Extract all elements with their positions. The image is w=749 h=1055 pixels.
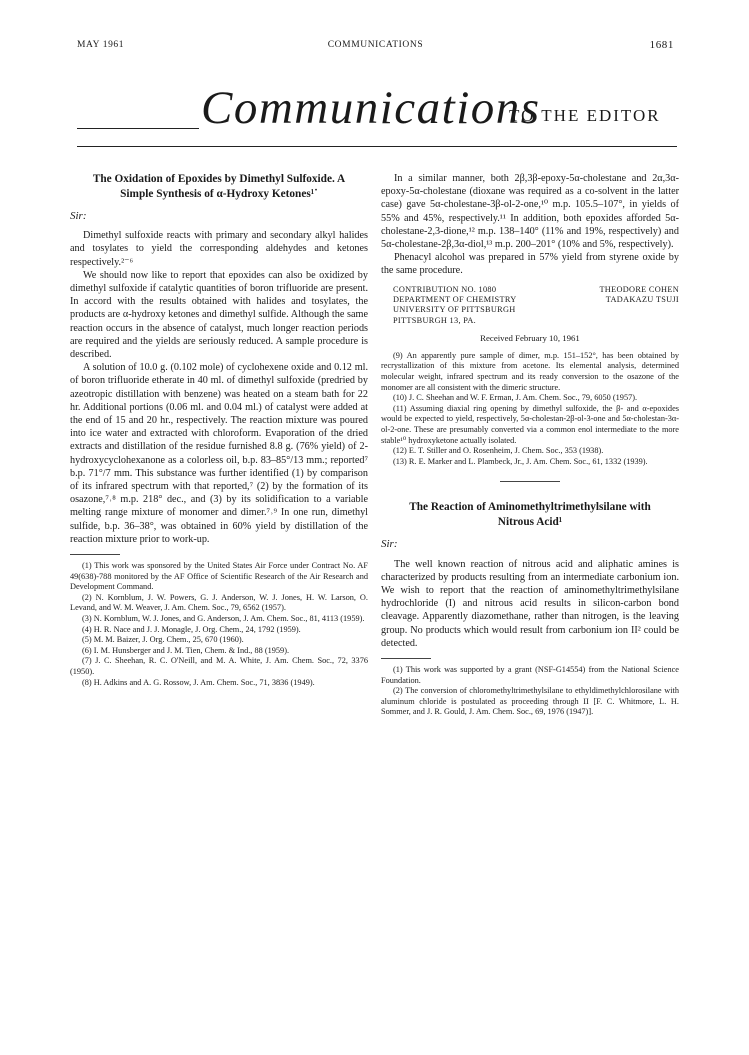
article2-salutation: Sir: bbox=[381, 538, 398, 551]
footnote: (10) J. C. Sheehan and W. F. Erman, J. Am. Chem. Soc., 79, 6050 (1957). bbox=[393, 393, 638, 403]
article1-paragraph: A solution of 10.0 g. (0.102 mole) of cyclohexene oxide and 0.12 ml. of boron trifluoride etherate in 40 ml. of dimethyl sulfoxide (predried by azeotropic distillation with benzene) was heated on a steam bath for 22 hr. Additional portions (0.06 ml. and 0.04 ml.) of catalyst were added at the end of 15 and 20 hr., respectively. The reaction mixture was poured into ice water and extracted with chloroform. Evaporation of the dried extracts and distillation of the residue furnished 8.8 g. (76% yield) of 2-hydroxycyclohexanone as a colorless oil, b.p. 83–85°/13 mm.; reported⁷ b.p. 71°/7 mm. This substance was further identified (1) by comparison of its infrared spectrum with that reported,⁷ (2) by the formation of its osazone,⁷˒⁸ m.p. 218° dec., and (3) by its solidification to a variable melting range mixture of monomer and dimer.⁷˒⁹ In one run, dimethyl sulfide, b.p. 36–38°, was obtained in 60% yield by distillation of the reaction mixture prior to work-up. bbox=[70, 362, 368, 545]
footnote: (11) Assuming diaxial ring opening by dimethyl sulfoxide, the β- and α-epoxides would be expected to yield, respectively, 5α-cholestan-2β-ol-3-one and 5α-cholestan-3α-ol-2-one. These are presumably converted via a common enol intermediate to the more stable¹⁰ hydroxyketone actually isolated. bbox=[381, 403, 679, 445]
footnote: (12) E. T. Stiller and O. Rosenheim, J. Chem. Soc., 353 (1938). bbox=[393, 446, 604, 456]
running-head-section: COMMUNICATIONS bbox=[327, 40, 424, 50]
running-head bbox=[77, 40, 674, 54]
affiliation-line: UNIVERSITY OF PITTSBURGH bbox=[393, 305, 516, 315]
authors bbox=[599, 285, 679, 306]
affiliation-line: PITTSBURGH 13, PA. bbox=[393, 315, 477, 325]
affiliation-line: CONTRIBUTION NO. 1080 bbox=[393, 284, 497, 294]
running-head-date: MAY 1961 bbox=[77, 40, 125, 50]
footnote: (4) H. R. Nace and J. J. Monagle, J. Org. Chem., 24, 1792 (1959). bbox=[82, 624, 301, 634]
article1-body bbox=[70, 229, 368, 546]
article2-footnotes bbox=[381, 665, 679, 718]
footnote: (1) This work was sponsored by the United States Air Force under Contract No. AF 49(638)-788 monitored by the AF Office of Scientific Research of the Air Research and Development Command. bbox=[70, 561, 368, 592]
right-column bbox=[381, 172, 679, 718]
contribution-block bbox=[393, 285, 679, 327]
article2-paragraph: The well known reaction of nitrous acid and aliphatic amines is characterized by products resulting from an intermediate carbonium ion. We wish to report that the reaction of aminomethyltrimethylsilane hydrochloride (I) and nitrous acid results in silicon-carbon bond cleavage. Apparently diazomethane, rather than nitrogen, is the leaving group. No products which would result from carbonium ion II² could be detected. bbox=[381, 558, 679, 649]
footnote: (9) An apparently pure sample of dimer, m.p. 151–152°, has been obtained by recrystallization of this mixture from acetone. Its elemental analysis, determined molecular weight, infrared spectrum and its ready conversion to the osazone of the monomer are all consistent with the dimeric structure. bbox=[381, 350, 679, 392]
article1-paragraph: Phenacyl alcohol was prepared in 57% yield from styrene oxide by the same procedure. bbox=[381, 252, 679, 277]
footnote-rule bbox=[381, 658, 431, 659]
article-separator bbox=[500, 481, 560, 482]
article1-paragraph: In a similar manner, both 2β,3β-epoxy-5α-cholestane and 2α,3α-epoxy-5α-cholestane (dioxane was required as a co-solvent in the latter case) gave 5α-cholestane-3β-ol-2-one,¹⁰ m.p. 105.5–107°, in yields of 55% and 45%, respectively.¹¹ In addition, both epoxides afforded 5α-cholestane-2,3-dione,¹² m.p. 138–140° (11% and 19%, respectively) and 5α-cholestane-2β,3α-diol,¹³ m.p. 200–201° (10% and 5%, respectively). bbox=[381, 173, 679, 251]
affiliation-line: DEPARTMENT OF CHEMISTRY bbox=[393, 295, 517, 305]
footnote: (8) H. Adkins and A. G. Rossow, J. Am. Chem. Soc., 71, 3836 (1949). bbox=[82, 677, 315, 687]
article1-paragraph: We should now like to report that epoxides can also be oxidized by dimethyl sulfoxide if catalytic quantities of boron trifluoride are present. In accord with the results obtained with halides and tosylates, the products are α-hydroxy ketones and dimethyl sulfide. Although the same reaction occurs in the absence of catalyst, much longer reaction periods are required and the yields are seriously reduced. A sample procedure is described. bbox=[70, 269, 368, 361]
article2-body bbox=[381, 558, 679, 650]
footnote: (7) J. C. Sheehan, R. C. O'Neill, and M. A. White, J. Am. Chem. Soc., 72, 3376 (1950). bbox=[70, 656, 368, 677]
banner-title-rest: TO THE EDITOR bbox=[509, 106, 661, 125]
footnote: (3) N. Kornblum, W. J. Jones, and G. Anderson, J. Am. Chem. Soc., 81, 4113 (1959). bbox=[82, 614, 365, 624]
article1-body-continued bbox=[381, 172, 679, 278]
banner-rule bbox=[77, 128, 199, 129]
article2-title: The Reaction of Aminomethyltrimethylsilane with Nitrous Acid¹ bbox=[409, 501, 651, 529]
page-number: 1681 bbox=[649, 39, 674, 51]
article1-footnotes-continued bbox=[381, 351, 679, 468]
footnote: (2) The conversion of chloromethyltrimethylsilane to ethyldimethylchlorosilane with aluminum chloride is postulated as proceeding through II [F. C. Whitmore, L. H. Sommer, and J. R. Gould, J. Am. Chem. Soc., 69, 1976 (1947)]. bbox=[381, 686, 679, 717]
footnote: (5) M. M. Baizer, J. Org. Chem., 25, 670 (1960). bbox=[82, 635, 244, 645]
article1-title: The Oxidation of Epoxides by Dimethyl Sulfoxide. A Simple Synthesis of α-Hydroxy Ketones¹˙ bbox=[92, 173, 346, 200]
footnote-rule bbox=[70, 554, 120, 555]
footnote: (1) This work was supported by a grant (NSF-G14554) from the National Science Foundation. bbox=[381, 664, 679, 685]
header-divider bbox=[77, 146, 677, 147]
section-banner bbox=[77, 76, 674, 136]
banner-title-script: Communications bbox=[201, 82, 541, 134]
article1-paragraph: Dimethyl sulfoxide reacts with primary and secondary alkyl halides and tosylates to yield the corresponding aldehydes and ketones respectively.²⁻⁶ bbox=[70, 230, 368, 268]
footnote: (13) R. E. Marker and L. Plambeck, Jr., J. Am. Chem. Soc., 61, 1332 (1939). bbox=[393, 456, 648, 466]
article1-salutation: Sir: bbox=[70, 210, 87, 222]
left-column bbox=[70, 172, 368, 688]
affiliation bbox=[393, 285, 517, 327]
article1-footnotes bbox=[70, 561, 368, 688]
footnote: (2) N. Kornblum, J. W. Powers, G. J. Anderson, W. J. Jones, H. W. Larson, O. Levand, and W. M. Weaver, J. Am. Chem. Soc., 79, 6562 (1957). bbox=[70, 592, 368, 613]
received-date: Received February 10, 1961 bbox=[480, 332, 580, 343]
author-name: THEODORE COHEN bbox=[599, 284, 679, 294]
author-name: TADAKAZU TSUJI bbox=[605, 295, 679, 305]
footnote: (6) I. M. Hunsberger and J. M. Tien, Chem. & Ind., 88 (1959). bbox=[82, 645, 290, 655]
